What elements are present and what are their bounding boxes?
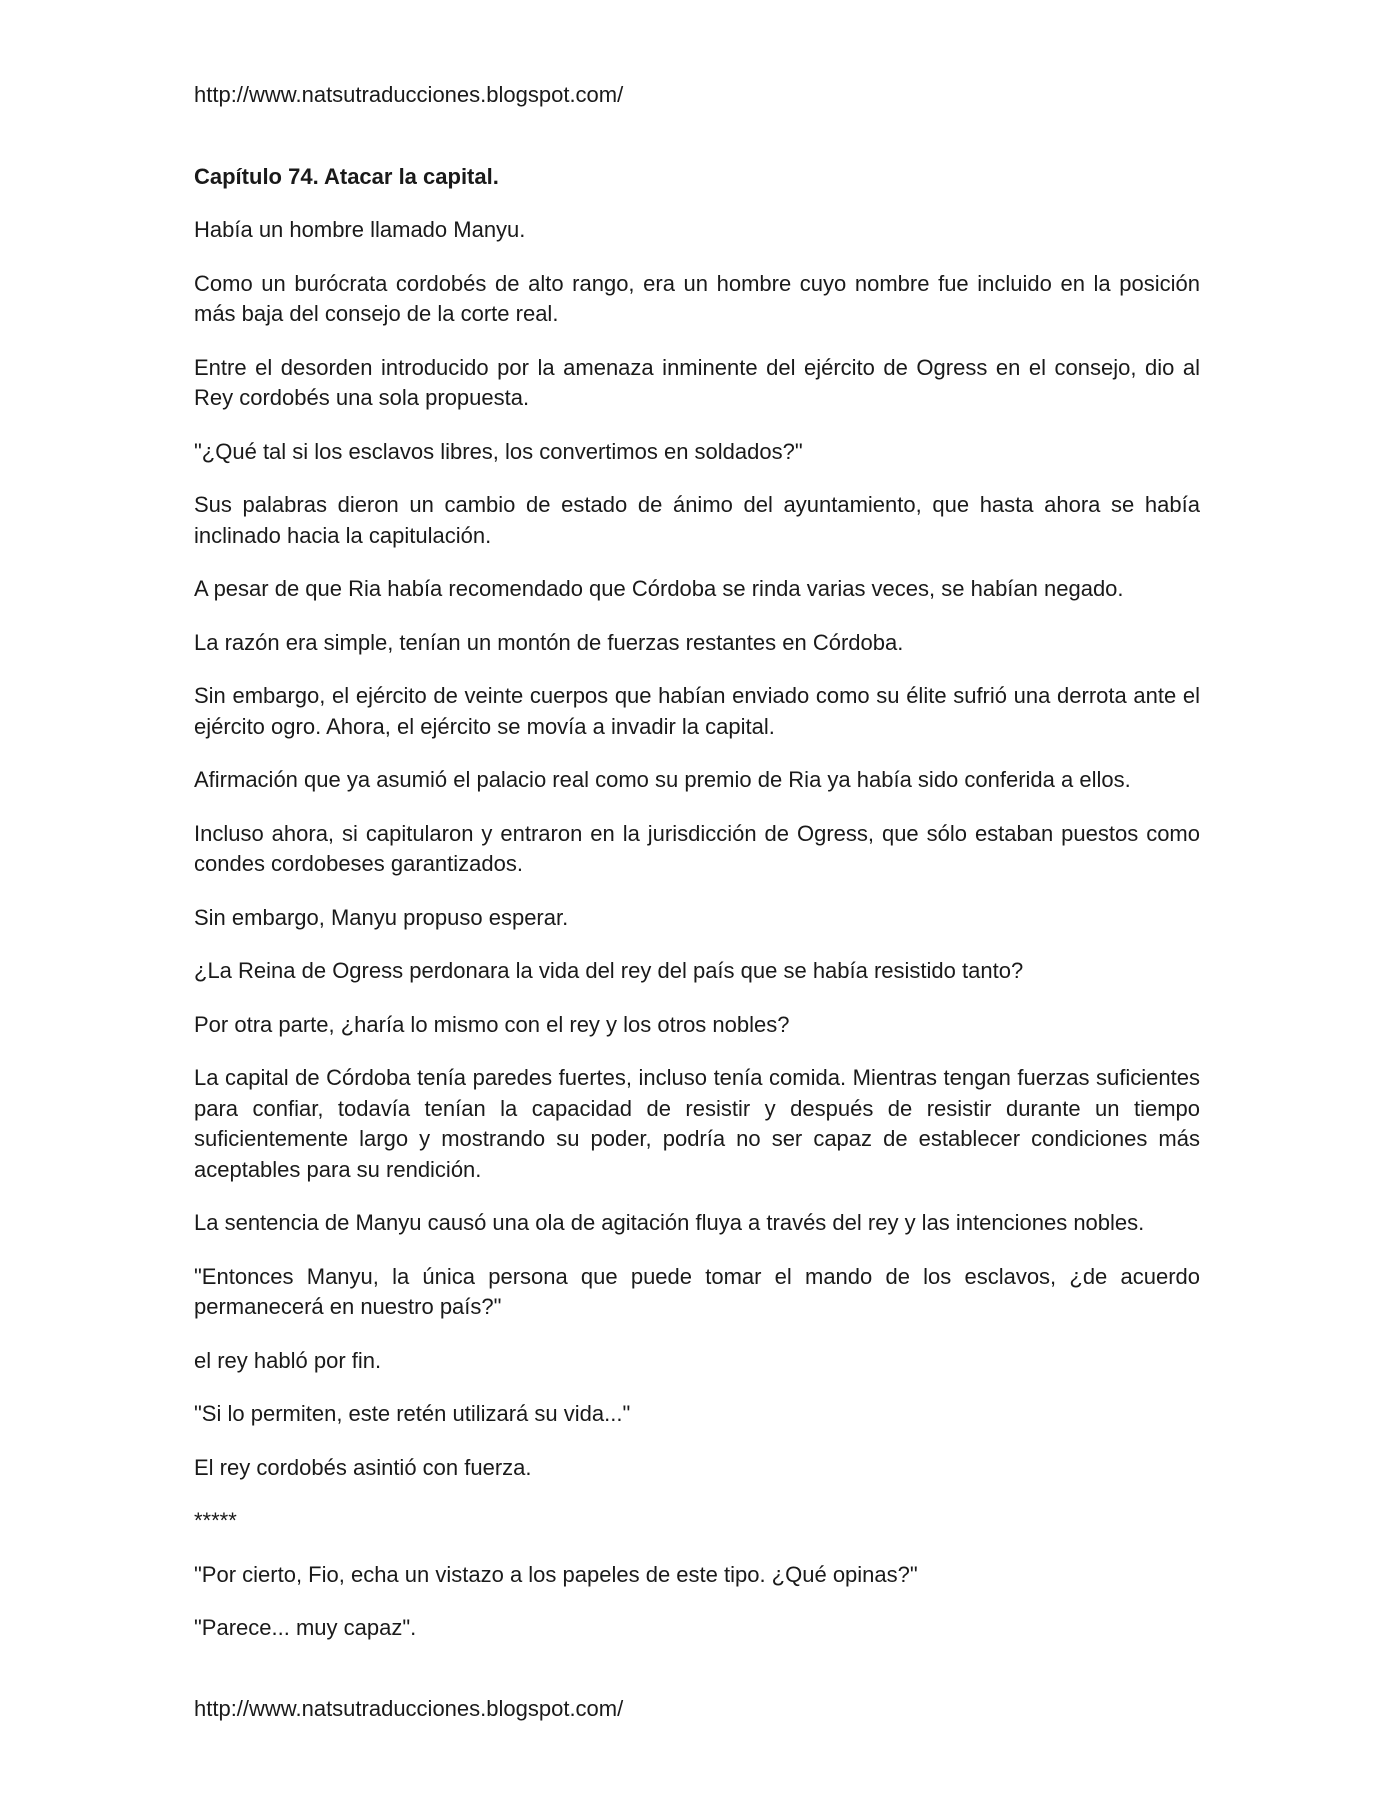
paragraph: Por otra parte, ¿haría lo mismo con el rey y los otros nobles? <box>194 1011 790 1037</box>
paragraph: "Por cierto, Fio, echa un vistazo a los papeles de este tipo. ¿Qué opinas?" <box>194 1561 918 1587</box>
paragraph: La capital de Córdoba tenía paredes fuertes, incluso tenía comida. Mientras tengan fuerzas suficientes para confiar, todavía tenían la capacidad de resistir y después de resistir durante un tiempo suficientemente largo y mostrando su poder, podría no ser capaz de establecer condiciones más aceptables para su rendición. <box>194 1065 1200 1182</box>
scene-break: ***** <box>194 1508 237 1533</box>
paragraph: ¿La Reina de Ogress perdonara la vida del rey del país que se había resistido tanto? <box>194 958 1024 983</box>
chapter-title: Capítulo 74. Atacar la capital. <box>194 164 499 189</box>
paragraph: El rey cordobés asintió con fuerza. <box>194 1454 532 1480</box>
paragraph: Había un hombre llamado Manyu. <box>194 217 526 242</box>
paragraph: "Parece... muy capaz". <box>194 1615 417 1640</box>
paragraph: A pesar de que Ria había recomendado que Córdoba se rinda varias veces, se habían negado. <box>194 576 1124 601</box>
paragraph: Sin embargo, Manyu propuso esperar. <box>194 904 569 930</box>
paragraph: "Si lo permiten, este retén utilizará su vida..." <box>194 1401 631 1426</box>
footer-url: http://www.natsutraducciones.blogspot.com/ <box>194 1696 624 1721</box>
paragraph: La razón era simple, tenían un montón de fuerzas restantes en Córdoba. <box>194 629 904 655</box>
paragraph: Sus palabras dieron un cambio de estado de ánimo del ayuntamiento, que hasta ahora se había inclinado hacia la capitulación. <box>194 492 1200 548</box>
paragraph: Sin embargo, el ejército de veinte cuerpos que habían enviado como su élite sufrió una derrota ante el ejército ogro. Ahora, el ejército se movía a invadir la capital. <box>194 683 1200 739</box>
paragraph: Entre el desorden introducido por la amenaza inminente del ejército de Ogress en el consejo, dio al Rey cordobés una sola propuesta. <box>194 354 1200 410</box>
paragraph: Como un burócrata cordobés de alto rango, era un hombre cuyo nombre fue incluido en la posición más baja del consejo de la corte real. <box>194 270 1200 326</box>
paragraph: Incluso ahora, si capitularon y entraron en la jurisdicción de Ogress, que sólo estaban puestos como condes cordobeses garantizados. <box>194 820 1200 876</box>
paragraph: Afirmación que ya asumió el palacio real como su premio de Ria ya había sido conferida a ellos. <box>194 767 1131 792</box>
paragraph: La sentencia de Manyu causó una ola de agitación fluya a través del rey y las intenciones nobles. <box>194 1210 1145 1235</box>
paragraph: "Entonces Manyu, la única persona que puede tomar el mando de los esclavos, ¿de acuerdo permanecerá en nuestro país?" <box>194 1263 1200 1319</box>
paragraph: "¿Qué tal si los esclavos libres, los convertimos en soldados?" <box>194 438 803 464</box>
document-body <box>194 162 1200 1667</box>
header-url: http://www.natsutraducciones.blogspot.com/ <box>194 82 624 107</box>
paragraph: el rey habló por fin. <box>194 1347 382 1373</box>
